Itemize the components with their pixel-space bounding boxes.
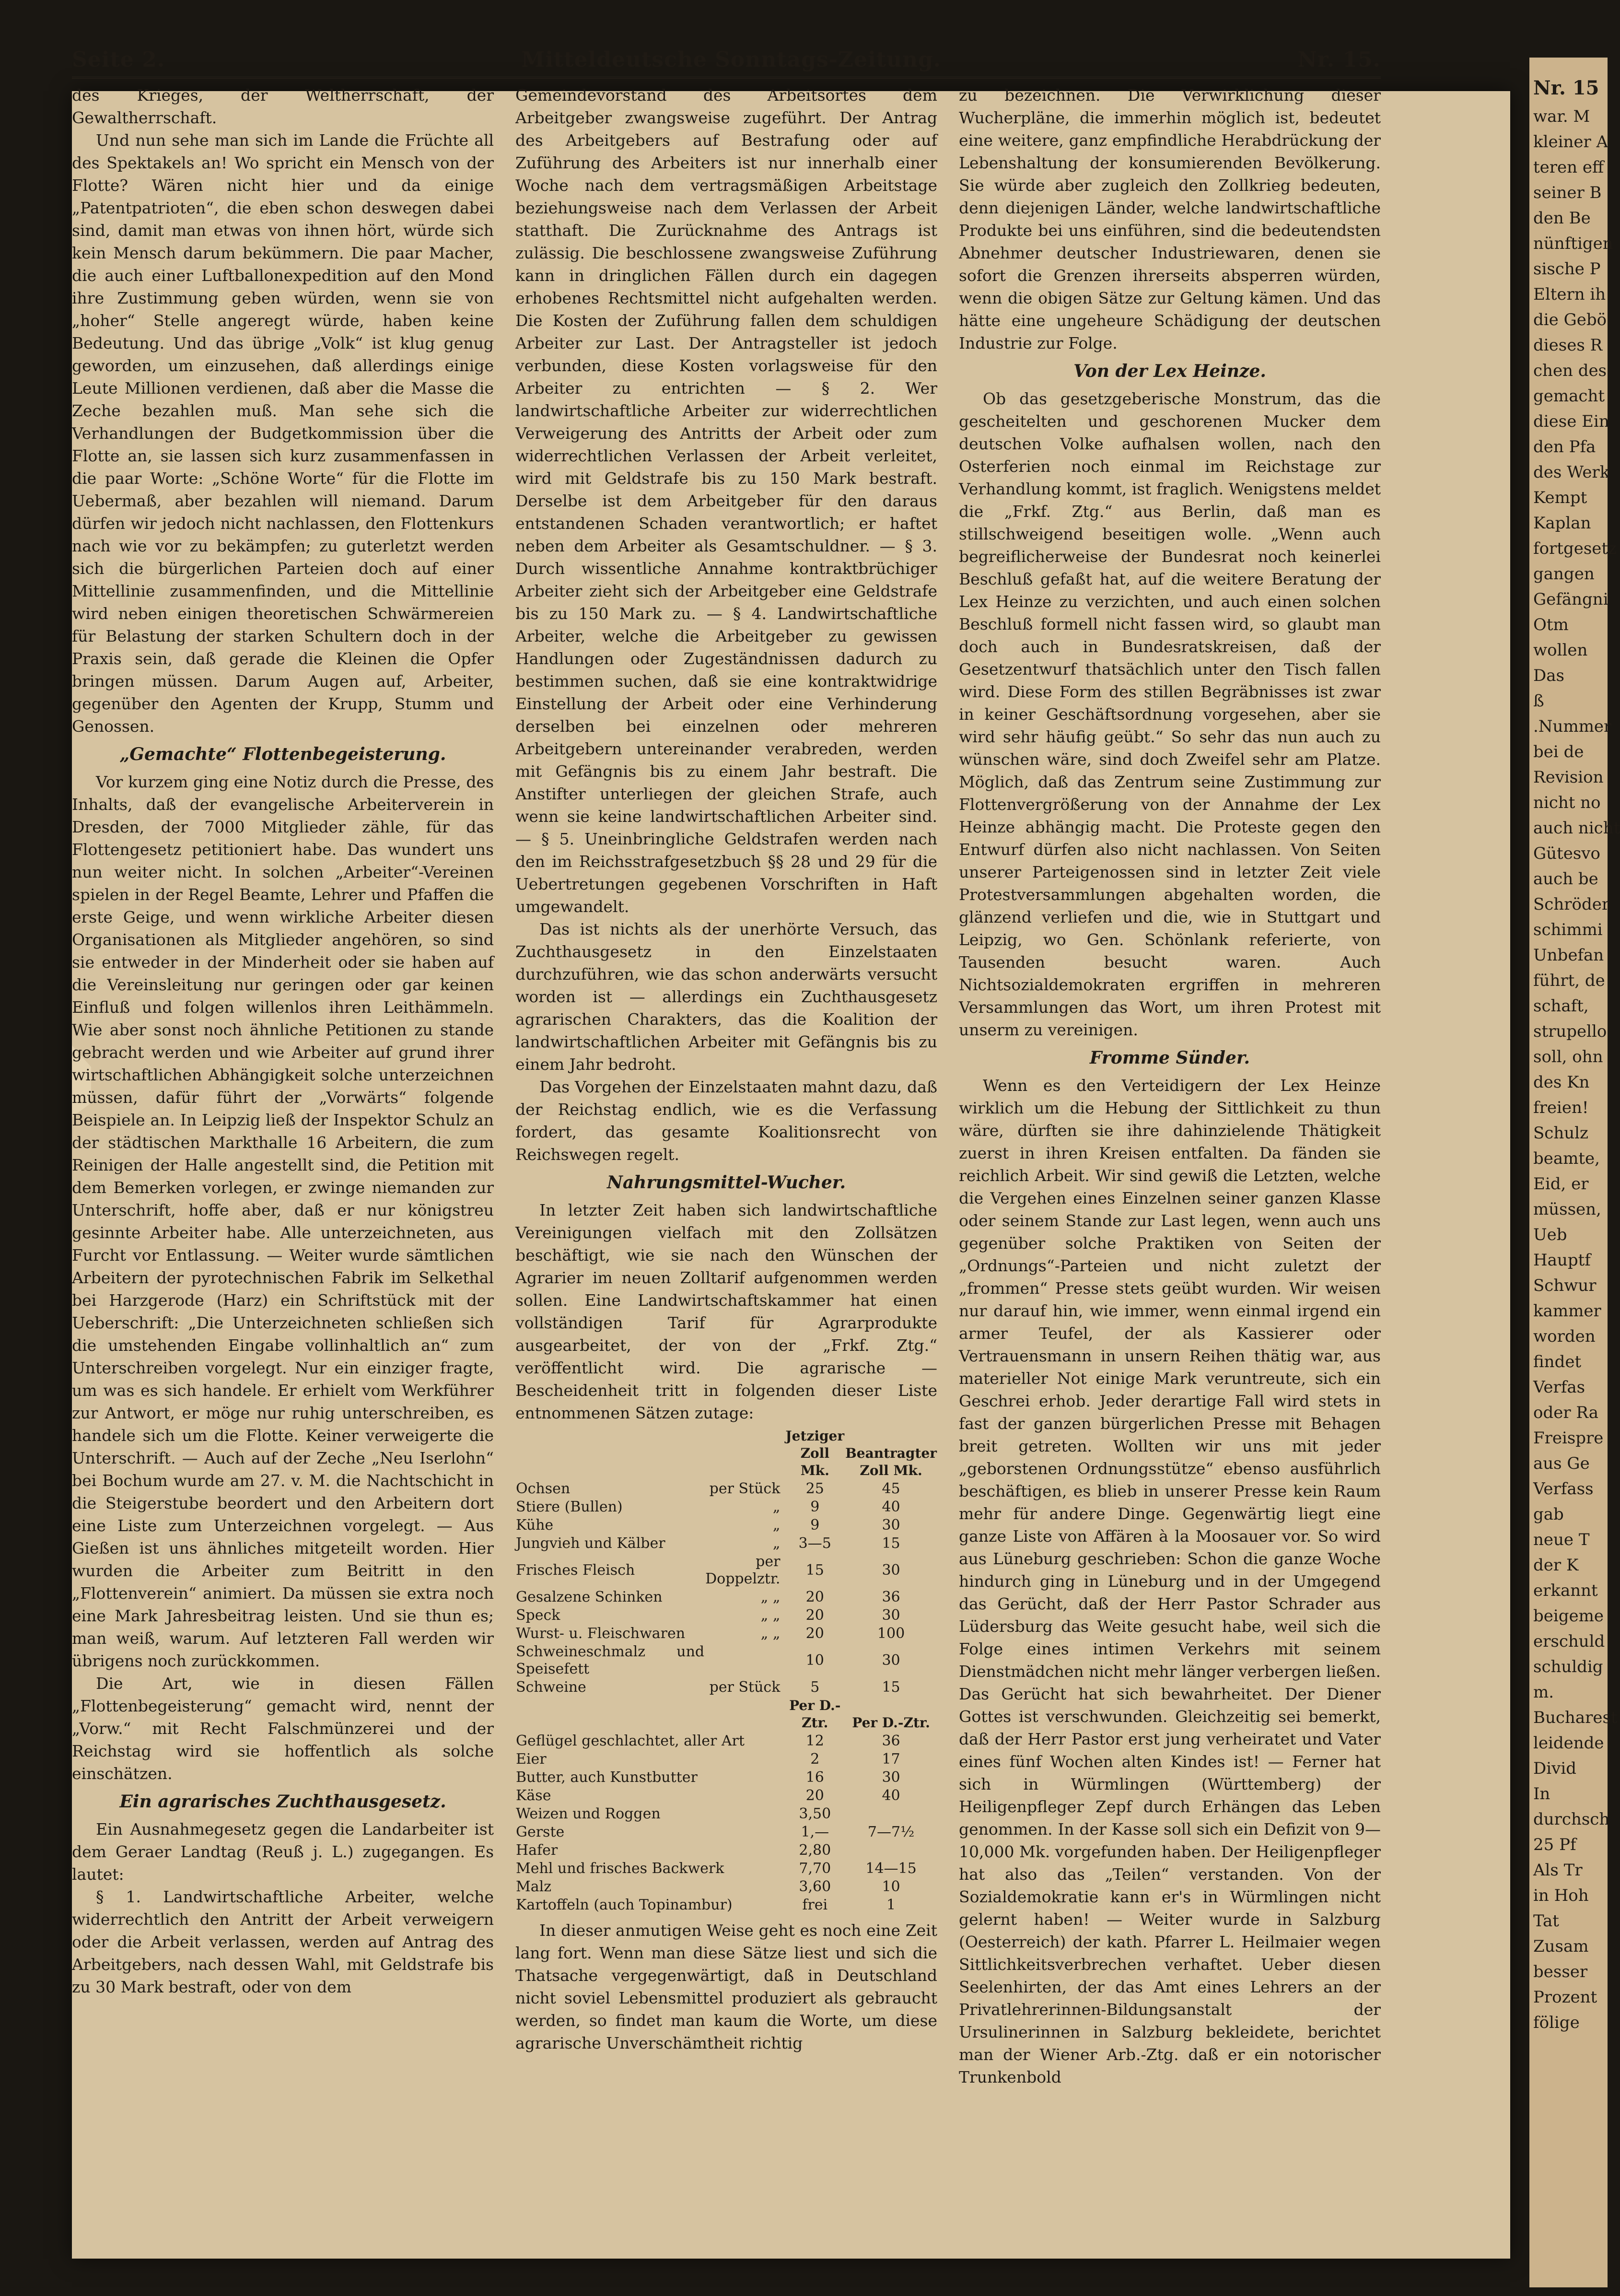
tariff-header-proposed: Beantragter Zoll Mk.: [845, 1445, 937, 1478]
tariff-proposed: 100: [877, 1625, 905, 1642]
tariff-current: 1,—: [801, 1824, 829, 1840]
tariff-current: 5: [810, 1679, 820, 1696]
adjacent-page-line: des Werk: [1533, 463, 1610, 482]
adjacent-page-line: In: [1533, 1784, 1550, 1804]
paragraph: In letzter Zeit haben sich landwirtschaftliche Vereinigungen vielfach mit den Zollsätzen beschäftigt, wie sie nach den Wünschen der Agrarier im neuen Zolltarif aufgenommen werden sollen. Eine Landwirtschaftskammer hat einen vollständigen Tarif für Agrarprodukte ausgearbeitet, der von der „Frkf. Ztg.“ veröffentlicht wird. Die agrarische — Bescheidenheit tritt in folgenden dieser Liste entnommenen Sätzen zutage:: [515, 1201, 937, 1422]
tariff-row: [515, 1732, 937, 1750]
paragraph: Das ist nichts als der unerhörte Versuch, das Zuchthausgesetz in den Einzelstaaten durchzuführen, wie das schon anderwärts versucht worden ist — allerdings ein Zuchthausgesetz agrarischen Charakters, das die Koalition der landwirtschaftlichen Arbeiter mit Gefängnis bis zu einem Jahr bedroht.: [515, 920, 937, 1074]
tariff-item: Gesalzene Schinken: [516, 1589, 663, 1605]
heading-heinze: Von der Lex Heinze.: [1073, 361, 1266, 381]
tariff-unit: per Stück: [709, 1480, 781, 1497]
adjacent-page-line: dieses R: [1533, 336, 1603, 355]
paragraph: In dieser anmutigen Weise geht es noch eine Zeit lang fort. Wenn man diese Sätze liest und sich die Thatsache vergegenwärtigt, daß in Deutschland nicht soviel Lebensmittel produziert als gebraucht werden, so findet man kaum die Worte, um diese agrarische Unverschämtheit richtig: [515, 1921, 937, 2052]
tariff-row: [515, 1805, 937, 1823]
tariff-current: 2,80: [799, 1842, 831, 1859]
adjacent-page-line: der K: [1533, 1556, 1579, 1575]
adjacent-page-line: oder Ra: [1533, 1403, 1599, 1422]
paragraph: Ein Ausnahmegesetz gegen die Landarbeiter ist dem Geraer Landtag (Reuß j. L.) zugegangen. Es lautet:: [72, 1820, 494, 1884]
adjacent-page-line: gangen: [1533, 564, 1595, 584]
tariff-unit: „: [772, 1517, 781, 1534]
tariff-current: 7,70: [799, 1860, 831, 1877]
adjacent-page-line: erkannt: [1533, 1581, 1598, 1600]
tariff-row: [515, 1769, 937, 1787]
tariff-item: Wurst- u. Fleischwaren: [516, 1625, 686, 1642]
page-header: [72, 43, 1381, 79]
tariff-unit: „: [772, 1499, 781, 1515]
adjacent-page-line: die Gebö: [1533, 310, 1607, 329]
tariff-unit: „ „: [760, 1625, 781, 1642]
tariff-current: 20: [805, 1607, 824, 1624]
adjacent-page-line: leidende: [1533, 1734, 1604, 1753]
adjacent-page-line: chen des: [1533, 361, 1607, 380]
adjacent-page-line: Prozent: [1533, 1988, 1597, 2007]
tariff-current: 3—5: [798, 1535, 831, 1552]
adjacent-page-line: durchsch: [1533, 1810, 1610, 1829]
tariff-row: [515, 1606, 937, 1625]
tariff-row: [515, 1480, 937, 1498]
adjacent-page-line: schaft,: [1533, 996, 1589, 1016]
adjacent-page-line: soll, ohn: [1533, 1047, 1603, 1066]
tariff-row: [515, 1841, 937, 1860]
tariff-row: [515, 1535, 937, 1553]
adjacent-page-line: den Pfa: [1533, 437, 1596, 457]
tariff-proposed: 45: [882, 1480, 900, 1497]
adjacent-page-line: müssen,: [1533, 1200, 1601, 1219]
tariff-item: Speck: [516, 1607, 560, 1624]
paragraph: Gemeindevorstand des Arbeitsortes dem Arbeitgeber zwangsweise zugeführt. Der Antrag des Arbeitgebers auf Bestrafung oder auf Zuführung des Arbeiters ist nur innerhalb einer Woche nach dem vertragsmäßigen Arbeitstage beziehungsweise nach dem Verlassen der Arbeit statthaft. Die Zurücknahme des Antrags ist zulässig. Die beschlossene zwangsweise Zuführung kann in dringlichen Fällen durch ein dagegen erhobenes Rechtsmittel nicht aufgehalten werden. Die Kosten der Zuführung fallen dem schuldigen Arbeiter zur Last. Der Antragsteller ist jedoch verbunden, diese Kosten vorlagsweise für den Arbeiter zu entrichten — § 2. Wer landwirtschaftliche Arbeiter zur widerrechtlichen Verweigerung des Antritts der Arbeit oder zum widerrechtlichen Verlassen der Arbeit verleitet, wird mit Geldstrafe bis zu 150 Mark bestraft. Derselbe ist dem Arbeitgeber für den daraus entstandenen Schaden verantwortlich; er haftet neben dem Arbeiter als Gesamtschuldner. — § 3. Durch wissentliche Annahme kontraktbrüchiger Arbeiter zieht sich der Arbeitgeber eine Geldstrafe bis zu 150 Mark zu. — § 4. Landwirtschaftliche Arbeiter, welche die Arbeitgeber zu gewissen Handlungen oder Zugeständnissen dadurch zu bestimmen suchen, daß sie eine kontraktwidrige Einstellung der Arbeit oder eine Verhinderung derselben bei einzelnen oder mehreren Arbeitgebern untereinander verabreden, werden mit Gefängnis bis zu einem Jahr bestraft. Die Anstifter unterliegen der gleichen Strafe, auch wenn sie keine landwirtschaftlichen Arbeiter sind. — § 5. Uneinbringliche Geldstrafen werden nach den im Reichsstrafgesetzbuch §§ 28 und 29 für die Uebertretungen gegebenen Vorschriften in Haft umgewandelt.: [515, 86, 937, 916]
page-number: Seite 2.: [72, 47, 165, 72]
heading-suender: Fromme Sünder.: [1089, 1048, 1250, 1068]
tariff-current: 2: [810, 1751, 820, 1768]
tariff-row: [515, 1750, 937, 1769]
tariff-unit: [705, 1643, 785, 1678]
tariff-item: Schweineschmalz und Speisefett: [516, 1643, 705, 1677]
tariff-unit: „: [772, 1535, 781, 1552]
paragraph: Die Art, wie in diesen Fällen „Flottenbegeisterung“ gemacht wird, nennt der „Vorw.“ mit Recht Falschmünzerei und der Reichstag wird sie hoffentlich als solche einschätzen.: [72, 1674, 494, 1783]
tariff-unit: „ „: [760, 1607, 781, 1624]
tariff-current: 12: [805, 1733, 824, 1749]
paragraph: Wenn es den Verteidigern der Lex Heinze wirklich um die Hebung der Sittlichkeit zu thun wäre, dürften sie ihre dahinzielende Thätigkeit zuerst in ihren Kreisen entfalten. Da fänden sie reichlich Arbeit. Wir sind gewiß die Letzten, welche die Vergehen eines Einzelnen seiner ganzen Klasse oder seinem Stande zur Last legen, wenn auch uns gegenüber solche Praktiken von Seiten der „Ordnungs“-Parteien und nicht zuletzt der „frommen“ Presse stets geübt wurden. Wir weisen nur darauf hin, wie immer, wenn einmal irgend ein armer Teufel, der als Kassierer oder Vertrauensmann in unsern Reihen thätig war, aus materieller Not einige Mark veruntreute, sich ein Geschrei erhob. Jeder derartige Fall wird stets in fast der ganzen bürgerlichen Presse mit Behagen breit getreten. Wollten wir uns mit jeder „geborstenen Ordnungsstütze“ ebenso ausführlich beschäftigen, es blieb in unserer Presse kein Raum mehr für andere Dinge. Gegenwärtig liegt eine ganze Liste von Affären à la Moosauer vor. So wird aus Lüneburg geschrieben: Schon die ganze Woche hindurch ging in Lüneburg und in der Umgegend das Gerücht, daß der Herr Pastor Schrader aus Lüdersburg das Weite gesucht habe, weil sich die Folge eines intimen Verkehrs mit seinem Dienstmädchen nicht mehr länger verbergen ließen. Das Gerücht hat sich bewahrheitet. Der Diener Gottes ist verschwunden. Gleichzeitig sei bemerkt, daß der Herr Pastor erst jung verheiratet und Vater eines fünf Wochen alten Kindes ist! — Ferner hat sich in Würmlingen (Württemberg) der Heiligenpfleger Zepf durch Erhängen das Leben genommen. In der Kasse soll sich ein Defizit von 9—10,000 Mk. vorgefunden haben. Der Heiligenpfleger hat also das „Teilen“ verstanden. Von der Sozialdemokratie kann er's in Würmlingen nicht gelernt haben! — Weiter wurde in Salzburg (Oesterreich) der kath. Pfarrer L. Heilmaier wegen Sittlichkeitsverbrechen verhaftet. Ueber diesen Seelenhirten, der das Amt eines Lehrers an der Privatlehrerinnen-Bildungsanstalt der Ursulinerinnen in Salzburg bekleidete, berichtet man der Wiener Arb.-Ztg. daß er ein notorischer Trunkenbold: [959, 1076, 1381, 2086]
adjacent-page-line: seiner B: [1533, 183, 1602, 202]
tariff-current: frei: [802, 1897, 828, 1913]
adjacent-page-line: sische P: [1533, 259, 1601, 279]
tariff-unit: per Doppelztr.: [705, 1553, 781, 1587]
tariff-item: Weizen und Roggen: [516, 1805, 661, 1822]
adjacent-page-line: Gütesvo: [1533, 844, 1600, 863]
adjacent-page-number: Nr. 15: [1533, 77, 1599, 99]
tariff-current: 3,50: [799, 1805, 831, 1822]
tariff-item: Gerste: [516, 1824, 565, 1840]
adjacent-page-line: Zusam: [1533, 1937, 1589, 1956]
tariff-current: 9: [810, 1499, 820, 1515]
tariff-proposed: 30: [882, 1517, 900, 1534]
adjacent-page-line: Als Tr: [1533, 1861, 1583, 1880]
tariff-row: [515, 1553, 937, 1588]
tariff-row: [515, 1787, 937, 1805]
adjacent-page-line: Freispre: [1533, 1429, 1604, 1448]
adjacent-page-line: auch be: [1533, 869, 1598, 889]
heading-zuchthaus: Ein agrarisches Zuchthausgesetz.: [119, 1792, 446, 1812]
paragraph: Vor kurzem ging eine Notiz durch die Presse, des Inhalts, daß der evangelische Arbeiterverein in Dresden, der 7000 Mitglieder zähle, für das Flottengesetz petitioniert habe. Das wundert uns nun weiter nicht. In solchen „Arbeiter“-Vereinen spielen in der Regel Beamte, Lehrer und Pfaffen die erste Geige, und wenn wirkliche Arbeiter diesen Organisationen als Mitglieder angehören, so sind sie entweder in der Minderheit oder sie haben auf die Vereinsleitung nur geringen oder gar keinen Einfluß und folgen willenlos ihren Leithämmeln. Wie aber sonst noch ähnliche Petitionen zu stande gebracht werden und wie Arbeiter auf grund ihrer wirtschaftlichen Abhängigkeit solche unterzeichnen müssen, dafür führt der „Vorwärts“ folgende Beispiele an. In Leipzig ließ der Inspektor Schulz an der städtischen Markthalle 16 Arbeitern, die zum Reinigen der Halle angestellt sind, die Petition mit dem Bemerken vorlegen, er zwinge niemanden zur Unterschrift, hoffe aber, daß er nur königstreu gesinnte Arbeiter habe. Alle unterzeichneten, aus Furcht vor Entlassung. — Weiter wurde sämtlichen Arbeitern der pyrotechnischen Fabrik im Selkethal bei Harzgerode (Harz) ein Schriftstück mit der Ueberschrift: „Die Unterzeichneten schließen sich die umstehenden Eingabe vollinhaltlich an“ zum Unterschreiben vorgelegt. Nur ein einziger fragte, um was es sich handele. Er erhielt vom Werkführer zur Antwort, er möge nur ruhig unterschreiben, es handele sich um die Flotte. Keiner verweigerte die Unterschrift. — Auch auf der Zeche „Neu Iserlohn“ bei Bochum wurde am 27. v. M. die Nachtschicht in die Steigerstube beordert und den Arbeitern dort eine Liste zum Unterzeichnen vorgelegt. — Aus Gießen ist uns ähnliches mitgeteilt worden. Hier wurden die Arbeiter zum Beitritt in den „Flottenverein“ animiert. Da müssen sie extra noch eine Mark Jahresbeitrag leisten. Und sie thun es; man weiß, warum. Auf letzteren Fall werden wir übrigens noch zurückkommen.: [72, 773, 494, 1670]
adjacent-page-line: m.: [1533, 1683, 1554, 1702]
column-2: [515, 84, 937, 2088]
adjacent-page-line: beigeme: [1533, 1606, 1604, 1626]
article-columns: [72, 84, 1381, 2088]
heading-wucher: Nahrungsmittel-Wucher.: [606, 1172, 846, 1193]
tariff-proposed: [845, 1805, 937, 1823]
tariff-proposed: [845, 1841, 937, 1860]
tariff-current: 20: [805, 1589, 824, 1605]
adjacent-page-line: wollen: [1533, 641, 1588, 660]
adjacent-page-line: schimmi: [1533, 920, 1603, 939]
adjacent-page-line: Schröder: [1533, 895, 1610, 914]
adjacent-page-line: den Be: [1533, 209, 1591, 228]
adjacent-page-line: 25 Pf: [1533, 1835, 1576, 1854]
tariff-item: Schweine: [516, 1679, 586, 1696]
tariff-row: [515, 1860, 937, 1878]
issue-number: Nr. 15.: [1297, 47, 1381, 72]
paragraph: Das Vorgehen der Einzelstaaten mahnt dazu, daß der Reichstag endlich, wie es die Verfassung fordert, das gesamte Koalitionsrecht von Reichswegen regelt.: [515, 1078, 937, 1164]
tariff-row: [515, 1896, 937, 1914]
tariff-item: Ochsen: [516, 1480, 571, 1497]
adjacent-page-line: Kaplan: [1533, 514, 1591, 533]
tariff-proposed: 36: [882, 1733, 900, 1749]
tariff-item: Mehl und frisches Backwerk: [516, 1860, 724, 1877]
adjacent-page-line: erschuld: [1533, 1632, 1605, 1651]
column-1: [72, 84, 494, 2088]
adjacent-page-line: ß: [1533, 691, 1544, 711]
adjacent-page-line: nünftigen: [1533, 234, 1613, 253]
tariff-proposed: 7—7½: [867, 1824, 915, 1840]
tariff-current: 9: [810, 1517, 820, 1534]
adjacent-page-line: Bucharest: [1533, 1708, 1618, 1727]
tariff-row: [515, 1588, 937, 1606]
tariff-current: 15: [805, 1562, 824, 1579]
adjacent-page-line: in Hoh: [1533, 1886, 1589, 1905]
adjacent-page-line: Divid: [1533, 1759, 1576, 1778]
tariff-item: Kühe: [516, 1517, 554, 1534]
tariff-current: 3,60: [799, 1878, 831, 1895]
tariff-item: Frisches Fleisch: [516, 1562, 635, 1579]
tariff-proposed: 30: [882, 1769, 900, 1786]
adjacent-page-line: Ueb: [1533, 1225, 1567, 1244]
tariff-current: 10: [805, 1652, 824, 1669]
tariff-current: 25: [805, 1480, 824, 1497]
adjacent-page-line: Eid, er: [1533, 1174, 1589, 1194]
adjacent-page-line: teren eff: [1533, 158, 1604, 177]
adjacent-page-line: nicht no: [1533, 793, 1601, 812]
adjacent-page-line: besser: [1533, 1962, 1588, 1981]
adjacent-page-line: freien!: [1533, 1098, 1589, 1117]
adjacent-page-line: Hauptf: [1533, 1251, 1591, 1270]
tariff-item: Jungvieh und Kälber: [516, 1535, 665, 1552]
tariff-item: Käse: [516, 1787, 551, 1804]
adjacent-page-line: .Nummer: [1533, 717, 1612, 736]
tariff-current: 20: [805, 1625, 824, 1642]
adjacent-page-text: [1529, 104, 1620, 2036]
adjacent-page-line: Verfas: [1533, 1378, 1585, 1397]
heading-flotte: „Gemachte“ Flottenbegeisterung.: [119, 744, 446, 764]
adjacent-page-line: findet: [1533, 1352, 1582, 1371]
tariff-proposed: 14—15: [865, 1860, 917, 1877]
tariff-proposed: 40: [882, 1787, 900, 1804]
adjacent-page-line: gemacht: [1533, 387, 1605, 406]
tariff-subheader-current: Per D.-Ztr.: [789, 1698, 841, 1731]
adjacent-page-line: strupello: [1533, 1022, 1607, 1041]
tariff-proposed: 15: [882, 1535, 900, 1552]
tariff-row: [515, 1823, 937, 1841]
tariff-item: Geflügel geschlachtet, aller Art: [516, 1733, 745, 1749]
paragraph: des Krieges, der Weltherrschaft, der Gewaltherrschaft.: [72, 86, 494, 127]
tariff-proposed: 30: [882, 1652, 900, 1669]
tariff-row: [515, 1625, 937, 1643]
tariff-row: [515, 1643, 937, 1678]
adjacent-page-line: fortgesetz: [1533, 539, 1617, 558]
adjacent-page-line: Verfass: [1533, 1479, 1594, 1499]
adjacent-page-line: neue T: [1533, 1530, 1590, 1549]
tariff-proposed: 15: [882, 1679, 900, 1696]
adjacent-page-line: Eltern ih: [1533, 285, 1606, 304]
tariff-proposed: 1: [886, 1897, 896, 1913]
tariff-row: [515, 1498, 937, 1516]
adjacent-page-line: aus Ge: [1533, 1454, 1590, 1473]
adjacent-page-line: Unbefan: [1533, 946, 1604, 965]
adjacent-page-line: kleiner A: [1533, 132, 1608, 152]
tariff-item: Butter, auch Kunstbutter: [516, 1769, 698, 1786]
tariff-unit: per Stück: [709, 1679, 781, 1696]
paragraph: Und nun sehe man sich im Lande die Früchte all des Spektakels an! Wo spricht ein Mensch von der Flotte? Wären nicht hier und da einige „Patentpatrioten“, die eben schon deswegen dabei sind, damit man etwas von ihnen hört, würde sich kein Mensch darum bekümmern. Die paar Macher, die auch einer Luftballonexpedition auf den Mond ihre Zustimmung geben würden, wenn sie von „hoher“ Stelle angeregt würde, haben keine Bedeutung. Und das übrige „Volk“ ist klug genug geworden, um einzusehen, daß allerdings einige Leute Millionen verdienen, daß aber die Masse die Zeche bezahlen muß. Man sehe sich die Verhandlungen der Budgetkommission über die Flotte an, sie lassen sich kurz zusammenfassen in die paar Worte: „Schöne Worte“ für die Flotte im Uebermaß, aber bezahlen will niemand. Darum dürfen wir jedoch nicht nachlassen, den Flottenkurs nach wie vor zu bekämpfen; zu guterletzt werden sich die bürgerlichen Parteien doch auf einer Mittellinie zusammenfinden, und die Mittellinie wird neben einigen theoretischen Schwärmereien für Belastung der starken Schultern doch in der Praxis sein, daß gerade die Kleinen die Opfer bringen müssen. Darum Augen auf, Arbeiter, gegenüber den Agenten der Krupp, Stumm und Genossen.: [72, 131, 494, 736]
tariff-item: Stiere (Bullen): [516, 1499, 623, 1515]
tariff-item: Malz: [516, 1878, 552, 1895]
adjacent-page-line: führt, de: [1533, 971, 1605, 990]
adjacent-page-line: kammer: [1533, 1301, 1601, 1321]
adjacent-page-line: Otm: [1533, 615, 1569, 634]
adjacent-page-line: des Kn: [1533, 1073, 1590, 1092]
adjacent-page-line: fölige: [1533, 2013, 1580, 2032]
adjacent-page-line: Das: [1533, 666, 1564, 685]
adjacent-page-line: Schulz: [1533, 1124, 1588, 1143]
adjacent-page-edge: [1529, 58, 1620, 2287]
adjacent-page-line: Tat: [1533, 1911, 1559, 1931]
tariff-proposed: 30: [882, 1607, 900, 1624]
adjacent-page-line: Gefängni: [1533, 590, 1608, 609]
paragraph: zu bezeichnen. Die Verwirklichung dieser Wucherpläne, die immerhin möglich ist, bedeutet eine weitere, ganz empfindliche Herabdrückung der Lebenshaltung der konsumierenden Bevölkerung. Sie würde aber zugleich den Zollkrieg bedeuten, denn diejenigen Länder, welche landwirtschaftliche Produkte bei uns einführen, sind die bedeutendsten Abnehmer deutscher Industriewaren, denen sie sofort die Grenzen ihrerseits absperren würden, wenn die obigen Sätze zur Geltung kämen. Und das hätte eine ungeheure Schädigung der deutschen Industrie zur Folge.: [959, 86, 1381, 352]
adjacent-page-line: bei de: [1533, 742, 1584, 761]
column-3: [959, 84, 1381, 2088]
adjacent-page-line: schuldig: [1533, 1657, 1603, 1676]
adjacent-page-line: diese Ein: [1533, 412, 1609, 431]
newspaper-title: Mitteldeutsche Sonntags-Zeitung.: [521, 47, 942, 72]
adjacent-page-line: Schwur: [1533, 1276, 1597, 1295]
tariff-proposed: 36: [882, 1589, 900, 1605]
tariff-item: Hafer: [516, 1842, 558, 1859]
tariff-item: Eier: [516, 1751, 547, 1768]
tariff-proposed: 40: [882, 1499, 900, 1515]
tariff-current: 20: [805, 1787, 824, 1804]
tariff-unit: „ „: [760, 1589, 781, 1605]
tariff-header-current: Jetziger Zoll Mk.: [785, 1428, 845, 1478]
tariff-subheader-proposed: Per D.-Ztr.: [852, 1715, 930, 1731]
tariff-row: [515, 1678, 937, 1697]
tariff-row: [515, 1516, 937, 1535]
tariff-table: [515, 1427, 937, 1914]
tariff-item: Kartoffeln (auch Topinambur): [516, 1897, 733, 1913]
tariff-proposed: 10: [882, 1878, 900, 1895]
tariff-proposed: 30: [882, 1562, 900, 1579]
adjacent-page-line: beamte,: [1533, 1149, 1600, 1168]
adjacent-page-line: gab: [1533, 1505, 1564, 1524]
adjacent-page-line: worden: [1533, 1327, 1596, 1346]
paragraph: § 1. Landwirtschaftliche Arbeiter, welche widerrechtlich den Antritt der Arbeit verweigern oder die Arbeit verlassen, werden auf Antrag des Arbeitgebers, nach dessen Wahl, mit Geldstrafe bis zu 30 Mark bestraft, oder von dem: [72, 1887, 494, 1996]
adjacent-page-line: Revision: [1533, 768, 1604, 787]
tariff-row: [515, 1878, 937, 1896]
paragraph: Ob das gesetzgeberische Monstrum, das die gescheitelten und geschorenen Mucker dem deutschen Volke aufhalsen wollen, nach den Osterferien noch einmal im Reichstage zur Verhandlung kommt, ist fraglich. Wenigstens meldet die „Frkf. Ztg.“ aus Berlin, daß man es stillschweigend beseitigen wolle. „Wenn auch begreiflicherweise der Bundesrat noch keinerlei Beschluß gefaßt hat, auf die weitere Beratung der Lex Heinze zu verzichten, und auch einen solchen Beschluß formell nicht fassen wird, so glaubt man doch auch in Bundesratskreisen, daß der Gesetzentwurf thatsächlich unter den Tisch fallen wird. Diese Form des stillen Begräbnisses ist zwar in keiner Geschäftsordnung vorgesehen, aber sie wird sehr häufig geübt.“ So sehr das nun auch zu wünschen wäre, sind doch Zweifel sehr am Platze. Möglich, daß das Zentrum seine Zustimmung zur Flottenvergrößerung von der Annahme der Lex Heinze abhängig macht. Die Proteste gegen den Entwurf dürfen also nicht nachlassen. Von Seiten unserer Parteigenossen sind in letzter Zeit viele Protestversammlungen abgehalten worden, die glänzend verliefen und die, wie in Stuttgart und Leipzig, wo Gen. Schönlank referierte, von Tausenden besucht waren. Auch Nichtsozialdemokraten ergriffen in mehreren Versammlungen das Wort, um ihren Protest mit unserm zu vereinigen.: [959, 389, 1381, 1039]
tariff-proposed: 17: [882, 1751, 900, 1768]
adjacent-page-line: Kempt: [1533, 488, 1587, 507]
tariff-current: 16: [805, 1769, 824, 1786]
adjacent-page-line: war. M: [1533, 107, 1590, 126]
adjacent-page-line: auch nicht: [1533, 819, 1620, 838]
